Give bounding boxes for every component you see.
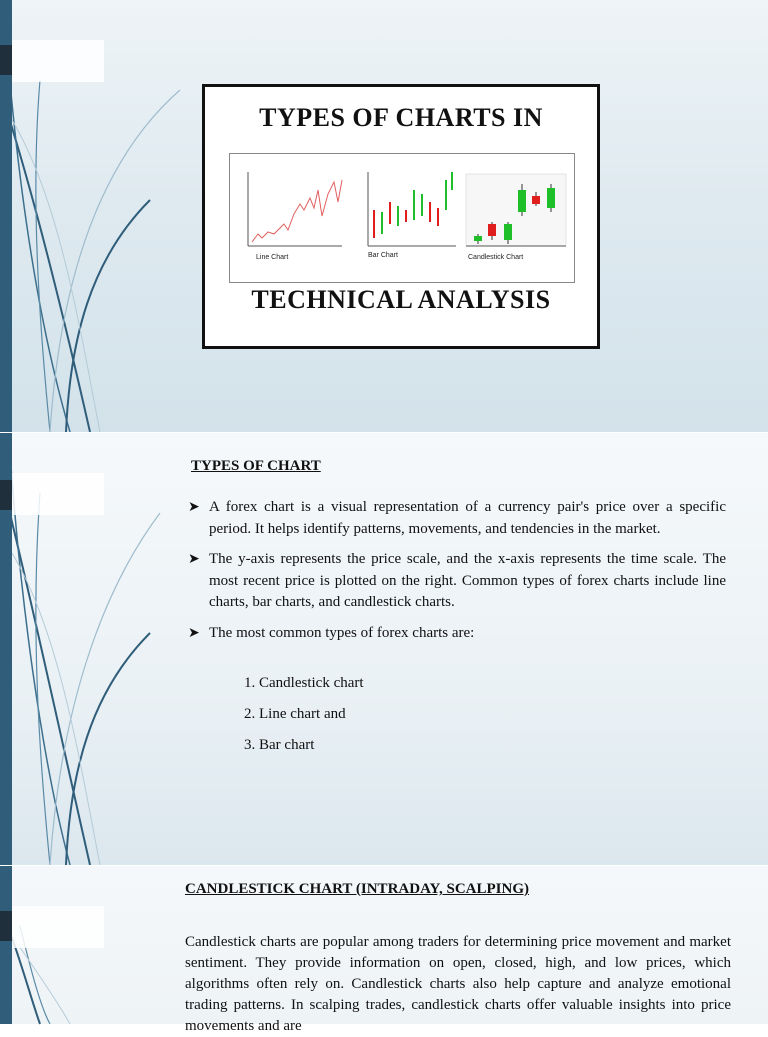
arrow-bullet-icon: ➤: [188, 625, 200, 641]
section-heading: CANDLESTICK CHART (INTRADAY, SCALPING): [185, 881, 529, 897]
list-item: 2. Line chart and: [244, 706, 346, 722]
section-heading: TYPES OF CHART: [191, 458, 321, 474]
numbered-list: [244, 673, 364, 766]
bullet-text: A forex chart is a visual representation of a currency pair's price over a specific period. It helps identify patterns, movements, and tendencies in the market.: [209, 499, 726, 537]
bar-chart-caption: Bar Chart: [368, 252, 398, 259]
slide-corner-box: [12, 473, 104, 515]
line-chart-caption: Line Chart: [256, 254, 289, 261]
slide-tab-marker: [0, 480, 12, 510]
slide-tab-marker: [0, 45, 12, 75]
slide-3: [0, 866, 768, 1034]
line-chart-sample: [248, 172, 342, 246]
list-item: [188, 623, 726, 645]
bullet-text: The most common types of forex charts are:: [209, 624, 475, 641]
slide-corner-box: [12, 40, 104, 82]
arrow-bullet-icon: ➤: [188, 500, 200, 515]
body-paragraph: Candlestick charts are popular among traders for determining price movement and market sentiment. They provide information on open, closed, high, and low prices, which algorithms often rely on. Candlestick charts also help capture and analyze emotional trading patterns. In scalping trades, candlestick charts offer valuable insights into price movements and are: [185, 934, 731, 1034]
chart-samples-svg: [230, 154, 574, 282]
candlestick-chart-sample: [466, 174, 566, 246]
candlestick-chart-caption: Candlestick Chart: [468, 254, 524, 261]
list-item: [188, 549, 726, 614]
left-accent-bar: [0, 866, 12, 1024]
bullet-list: [188, 497, 726, 653]
slide-2: [0, 433, 768, 865]
slide-tab-marker: [0, 911, 12, 941]
slide-1: [0, 0, 768, 432]
slide-corner-box: [12, 906, 104, 948]
title-image: [202, 84, 600, 349]
arrow-bullet-icon: ➤: [188, 552, 200, 567]
bar-chart-sample: [368, 172, 456, 246]
list-item: 3. Bar chart: [244, 737, 315, 753]
list-item: [188, 497, 726, 540]
bullet-text: The y-axis represents the price scale, and the x-axis represents the time scale. The most recent price is plotted on the right. Common types of forex charts include line charts, bar charts, and candlestick charts.: [209, 551, 726, 610]
image-title-top: TYPES OF CHARTS IN: [259, 103, 543, 132]
image-title-bottom: TECHNICAL ANALYSIS: [251, 285, 551, 314]
chart-samples-frame: [229, 153, 575, 283]
list-item: 1. Candlestick chart: [244, 675, 364, 691]
